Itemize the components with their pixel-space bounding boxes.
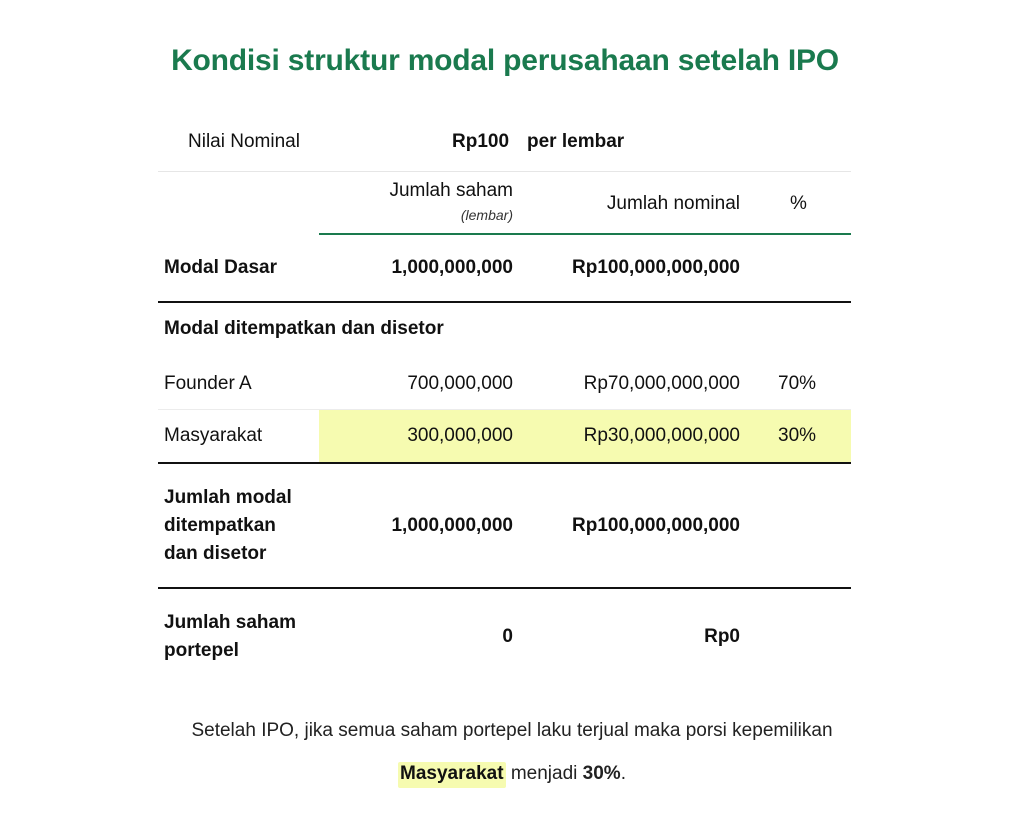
portepel-shares: 0 [502,626,513,647]
divider [158,587,851,589]
footer-value: 30% [582,763,621,784]
modal-dasar-nominal: Rp100,000,000,000 [572,257,740,278]
nominal-unit: per lembar [527,131,625,152]
founder-nominal: Rp70,000,000,000 [583,373,740,394]
total-label-line3: dan disetor [164,543,267,564]
column-header-percent: % [790,193,807,214]
footer-line2 [0,763,1024,785]
masyarakat-nominal: Rp30,000,000,000 [583,425,740,446]
footer-line1: Setelah IPO, jika semua saham portepel laku terjual maka porsi kepemilikan [191,720,833,741]
column-header-shares: Jumlah saham [389,180,513,201]
masyarakat-label: Masyarakat [164,425,263,446]
masyarakat-shares: 300,000,000 [407,425,513,446]
modal-dasar-label: Modal Dasar [164,257,277,278]
divider [158,462,851,464]
divider [158,301,851,303]
founder-percent: 70% [778,373,817,394]
nominal-label: Nilai Nominal [188,131,300,152]
total-label-line1: Jumlah modal [164,487,292,508]
nominal-value: Rp100 [452,131,510,152]
masyarakat-percent: 30% [778,425,817,446]
total-nominal: Rp100,000,000,000 [572,515,740,536]
header-rule [319,233,851,235]
modal-dasar-shares: 1,000,000,000 [391,257,513,278]
column-header-shares-unit: (lembar) [460,207,513,223]
section-label: Modal ditempatkan dan disetor [164,318,444,339]
portepel-nominal: Rp0 [704,626,740,647]
footer-highlight: Masyarakat [398,762,506,788]
divider [158,171,851,172]
page-title: Kondisi struktur modal perusahaan setelah IPO [171,44,839,77]
founder-label: Founder A [164,373,252,394]
total-shares: 1,000,000,000 [391,515,513,536]
footer-middle: menjadi [505,763,583,784]
footer-end: . [620,763,626,784]
portepel-label-line1: Jumlah saham [164,612,296,633]
total-label-line2: ditempatkan [164,515,276,536]
portepel-label-line2: portepel [164,640,239,661]
founder-shares: 700,000,000 [407,373,513,394]
column-header-nominal: Jumlah nominal [606,193,740,214]
